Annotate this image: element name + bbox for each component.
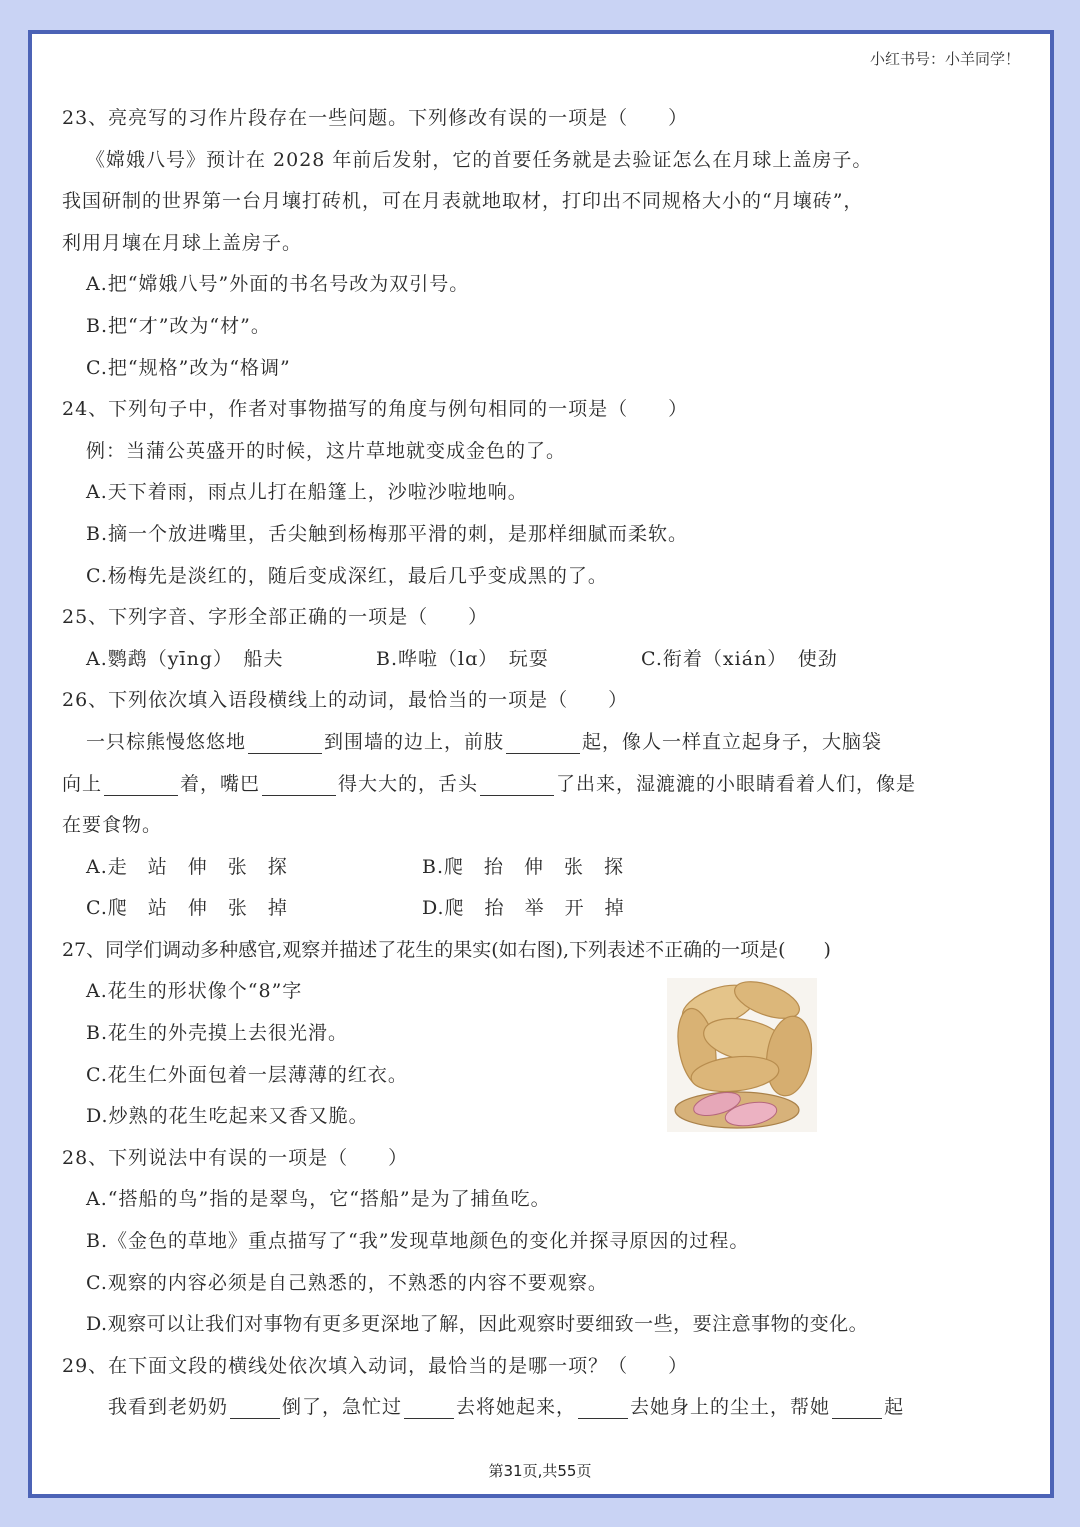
watermark: 小红书号：小羊同学！ bbox=[869, 50, 1020, 68]
q23-stem: 23、亮亮写的习作片段存在一些问题。下列修改有误的一项是（ ） bbox=[62, 107, 689, 129]
q28-option-a: A.“搭船的鸟”指的是翠鸟，它“搭船”是为了捕鱼吃。 bbox=[86, 1188, 551, 1211]
passage-text: 得大大的，舌头 bbox=[338, 772, 479, 795]
passage-text: 我看到老奶奶 bbox=[108, 1396, 229, 1419]
passage-text: 起，像人一样直立起身子，大脑袋 bbox=[582, 730, 883, 753]
peanut-image bbox=[667, 978, 817, 1132]
q26-stem: 26、下列依次填入语段横线上的动词，最恰当的一项是（ ） bbox=[62, 689, 629, 712]
passage-text: 去她身上的尘土，帮她 bbox=[630, 1396, 831, 1419]
q28-stem: 28、下列说法中有误的一项是（ ） bbox=[62, 1146, 409, 1169]
page-content bbox=[62, 70, 962, 1429]
q27-option-a: A.花生的形状像个“8”字 bbox=[86, 980, 303, 1003]
q23-option-a: A.把“嫦娥八号”外面的书名号改为双引号。 bbox=[86, 273, 470, 296]
q26-options-row bbox=[62, 847, 962, 889]
q27-stem: 27、同学们调动多种感官,观察并描述了花生的果实(如右图),下列表述不正确的一项是( ) bbox=[62, 938, 831, 961]
q24-example: 例：当蒲公英盛开的时候，这片草地就变成金色的了。 bbox=[86, 439, 567, 462]
q23-passage-line: 我国研制的世界第一台月壤打砖机，可在月表就地取材，打印出不同规格大小的“月壤砖”， bbox=[62, 190, 864, 213]
fill-blank bbox=[832, 1396, 882, 1419]
q25-option-c: C.衔着（xián） 使劲 bbox=[641, 647, 838, 670]
q26-passage-line bbox=[62, 722, 962, 764]
q29-passage-line bbox=[62, 1387, 962, 1429]
q24-option-b: B.摘一个放进嘴里，舌尖触到杨梅那平滑的刺，是那样细腻而柔软。 bbox=[86, 522, 689, 545]
passage-text: 着，嘴巴 bbox=[180, 772, 261, 795]
q23-option-c: C.把“规格”改为“格调” bbox=[86, 356, 291, 379]
q25-option-b: B.哗啦（lɑ） 玩耍 bbox=[376, 647, 549, 670]
q28-option-b: B.《金色的草地》重点描写了“我”发现草地颜色的变化并探寻原因的过程。 bbox=[86, 1230, 750, 1253]
q27-option-d: D.炒熟的花生吃起来又香又脆。 bbox=[86, 1105, 369, 1128]
fill-blank bbox=[404, 1396, 454, 1419]
q27-option-c: C.花生仁外面包着一层薄薄的红衣。 bbox=[86, 1063, 408, 1086]
q25-stem: 25、下列字音、字形全部正确的一项是（ ） bbox=[62, 606, 489, 629]
q26-options-row bbox=[62, 888, 962, 930]
q26-passage-line: 在要食物。 bbox=[62, 814, 163, 837]
fill-blank bbox=[262, 773, 336, 796]
q25-option-a: A.鹦鹉（yīng） 船夫 bbox=[86, 647, 284, 670]
q24-option-a: A.天下着雨，雨点儿打在船篷上，沙啦沙啦地响。 bbox=[86, 481, 528, 504]
passage-text: 起 bbox=[884, 1396, 905, 1419]
q23-passage-line: 利用月壤在月球上盖房子。 bbox=[62, 231, 303, 254]
fill-blank bbox=[480, 773, 554, 796]
q26-option-d: D.爬 抬 举 开 掉 bbox=[422, 897, 625, 920]
fill-blank bbox=[506, 731, 580, 754]
q29-stem: 29、在下面文段的横线处依次填入动词，最恰当的是哪一项？（ ） bbox=[62, 1354, 689, 1377]
q26-passage-line bbox=[62, 764, 962, 806]
q28-option-c: C.观察的内容必须是自己熟悉的，不熟悉的内容不要观察。 bbox=[86, 1271, 608, 1294]
q24-stem: 24、下列句子中，作者对事物描写的角度与例句相同的一项是（ ） bbox=[62, 398, 689, 421]
passage-text: 向上 bbox=[62, 772, 103, 795]
passage-text: 了出来，湿漉漉的小眼睛看着人们，像是 bbox=[556, 772, 917, 795]
passage-text: 一只棕熊慢悠悠地 bbox=[86, 730, 247, 753]
passage-text: 倒了，急忙过 bbox=[282, 1396, 403, 1419]
fill-blank bbox=[578, 1396, 628, 1419]
fill-blank bbox=[104, 773, 178, 796]
q23-passage-line: 《嫦娥八号》预计在 2028 年前后发射，它的首要任务就是去验证怎么在月球上盖房子。 bbox=[86, 148, 873, 171]
passage-text: 到围墙的边上，前肢 bbox=[324, 730, 505, 753]
q27-option-b: B.花生的外壳摸上去很光滑。 bbox=[86, 1022, 349, 1045]
page-number: 第31页,共55页 bbox=[488, 1462, 592, 1480]
q25-options bbox=[62, 639, 962, 681]
q28-option-d: D.观察可以让我们对事物有更多更深地了解，因此观察时要细致一些，要注意事物的变化。 bbox=[86, 1313, 869, 1336]
fill-blank bbox=[230, 1396, 280, 1419]
passage-text: 去将她起来， bbox=[456, 1396, 577, 1419]
fill-blank bbox=[248, 731, 322, 754]
q26-option-a: A.走 站 伸 张 探 bbox=[86, 855, 288, 878]
q26-option-c: C.爬 站 伸 张 掉 bbox=[86, 897, 288, 920]
q24-option-c: C.杨梅先是淡红的，随后变成深红，最后几乎变成黑的了。 bbox=[86, 564, 608, 587]
q26-option-b: B.爬 抬 伸 张 探 bbox=[422, 855, 625, 878]
q23-option-b: B.把“才”改为“材”。 bbox=[86, 314, 271, 337]
